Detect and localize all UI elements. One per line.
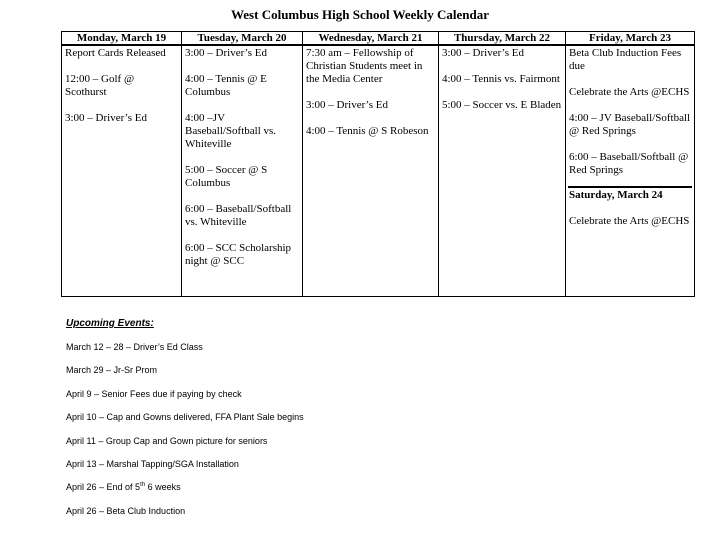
calendar-event: 5:00 – Soccer @ S Columbus (185, 164, 268, 189)
day-header-monday: Monday, March 19 (62, 32, 182, 46)
calendar-event: 5:00 – Soccer vs. E Bladen (442, 99, 562, 111)
calendar-event: 4:00 – Tennis vs. Fairmont (442, 73, 560, 85)
calendar-event: Celebrate the Arts @ECHS (569, 86, 690, 98)
upcoming-event-item: April 9 – Senior Fees due if paying by check (66, 388, 242, 399)
calendar-event: 3:00 – Driver’s Ed (306, 99, 388, 111)
calendar-event: 6:00 – SCC Scholarship night @ SCC (185, 242, 292, 267)
ordinal-suffix: th (140, 482, 146, 489)
upcoming-event-item: April 26 – Beta Club Induction (66, 505, 186, 516)
page-title: West Columbus High School Weekly Calendar (231, 7, 489, 22)
upcoming-event-item: March 12 – 28 – Driver’s Ed Class (66, 342, 203, 352)
day-header-wednesday: Wednesday, March 21 (303, 32, 439, 46)
day-cell-monday (62, 45, 182, 297)
upcoming-event-item: April 10 – Cap and Gowns delivered, FFA Plant Sale begins (66, 412, 304, 423)
calendar-event: 12:00 – Golf @ Scothurst (65, 73, 135, 98)
day-header-friday: Friday, March 23 (566, 32, 695, 46)
day-header-tuesday: Tuesday, March 20 (182, 32, 303, 46)
day-header-thursday: Thursday, March 22 (439, 32, 566, 46)
upcoming-event-item (66, 481, 666, 504)
calendar-event: 6:00 – Baseball/Softball vs. Whiteville (185, 203, 292, 228)
upcoming-events-section (66, 318, 666, 528)
calendar-event: 7:30 am – Fellowship of Christian Students meet in the Media Center (306, 47, 423, 85)
event-text-prefix: April 26 – End of 5 (66, 482, 141, 493)
day-cell-tuesday (182, 45, 303, 297)
day-cell-thursday (439, 45, 566, 297)
day-cell-friday (566, 45, 695, 297)
calendar-event: 6:00 – Baseball/Softball @ Red Springs (569, 151, 689, 176)
weekly-calendar-table (61, 31, 695, 297)
calendar-event: 4:00 – Tennis @ E Columbus (185, 73, 267, 98)
upcoming-event-item: April 13 – Marshal Tapping/SGA Installation (66, 458, 239, 469)
upcoming-event-item: April 11 – Group Cap and Gown picture for seniors (66, 435, 268, 446)
calendar-event: Celebrate the Arts @ECHS (569, 215, 690, 227)
calendar-event: 3:00 – Driver’s Ed (185, 47, 267, 59)
calendar-event: 4:00 – Tennis @ S Robeson (306, 125, 429, 137)
calendar-event: 3:00 – Driver’s Ed (442, 47, 524, 59)
day-cell-wednesday (303, 45, 439, 297)
day-header-saturday: Saturday, March 24 (568, 186, 692, 202)
upcoming-event-item: March 29 – Jr-Sr Prom (66, 365, 158, 376)
upcoming-events-heading: Upcoming Events: (66, 318, 154, 329)
calendar-event: 4:00 – JV Baseball/Softball @ Red Springs (569, 112, 691, 137)
calendar-event: 4:00 –JV Baseball/Softball vs. Whiteville (185, 112, 277, 150)
event-text-suffix: 6 weeks (145, 482, 181, 493)
calendar-event: 3:00 – Driver’s Ed (65, 112, 147, 124)
calendar-event: Beta Club Induction Fees due (569, 47, 682, 72)
calendar-event: Report Cards Released (65, 47, 166, 59)
